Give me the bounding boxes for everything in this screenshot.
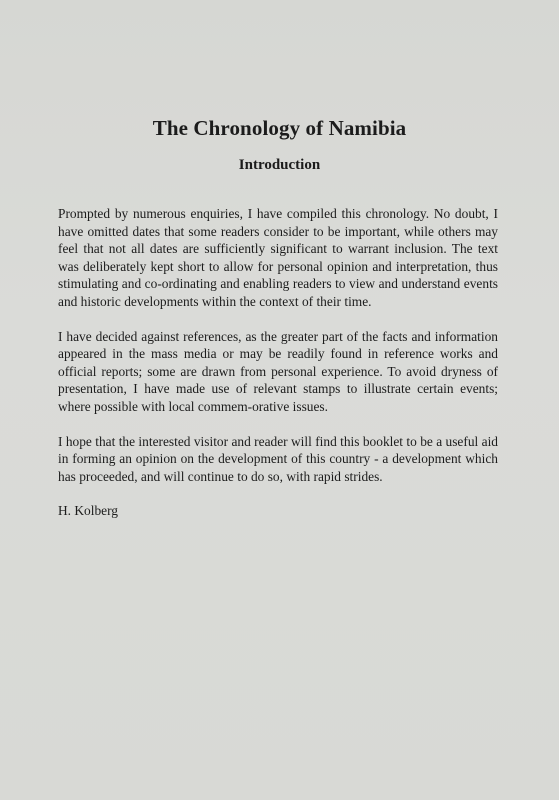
- paragraph-1: Prompted by numerous enquiries, I have compiled this chronology. No doubt, I have omitted dates that some readers consider to be important, while others may feel that not all dates are sufficiently significant to warrant inclusion. The text was deliberately kept short to allow for personal opinion and interpretation, thus stimulating and co-ordinating and enabling readers to view and understand events and historic developments within the context of their time.: [58, 206, 498, 309]
- section-heading: Introduction: [238, 157, 321, 173]
- page-title: The Chronology of Namibia: [152, 116, 407, 140]
- paragraph-3: I hope that the interested visitor and reader will find this booklet to be a useful aid in forming an opinion on the development of this country - a development which has proceeded, and will continue to do so, with rapid strides.: [58, 433, 498, 484]
- author-signature: H. Kolberg: [58, 503, 119, 519]
- paragraph-2: I have decided against references, as the greater part of the facts and information appeared in the mass media or may be readily found in reference works and official reports; some are drawn from personal experience. To avoid dryness of presentation, I have made use of relevant stamps to illustrate certain events; where possible with local commem-orative issues.: [58, 328, 498, 414]
- introduction-body: [58, 205, 498, 537]
